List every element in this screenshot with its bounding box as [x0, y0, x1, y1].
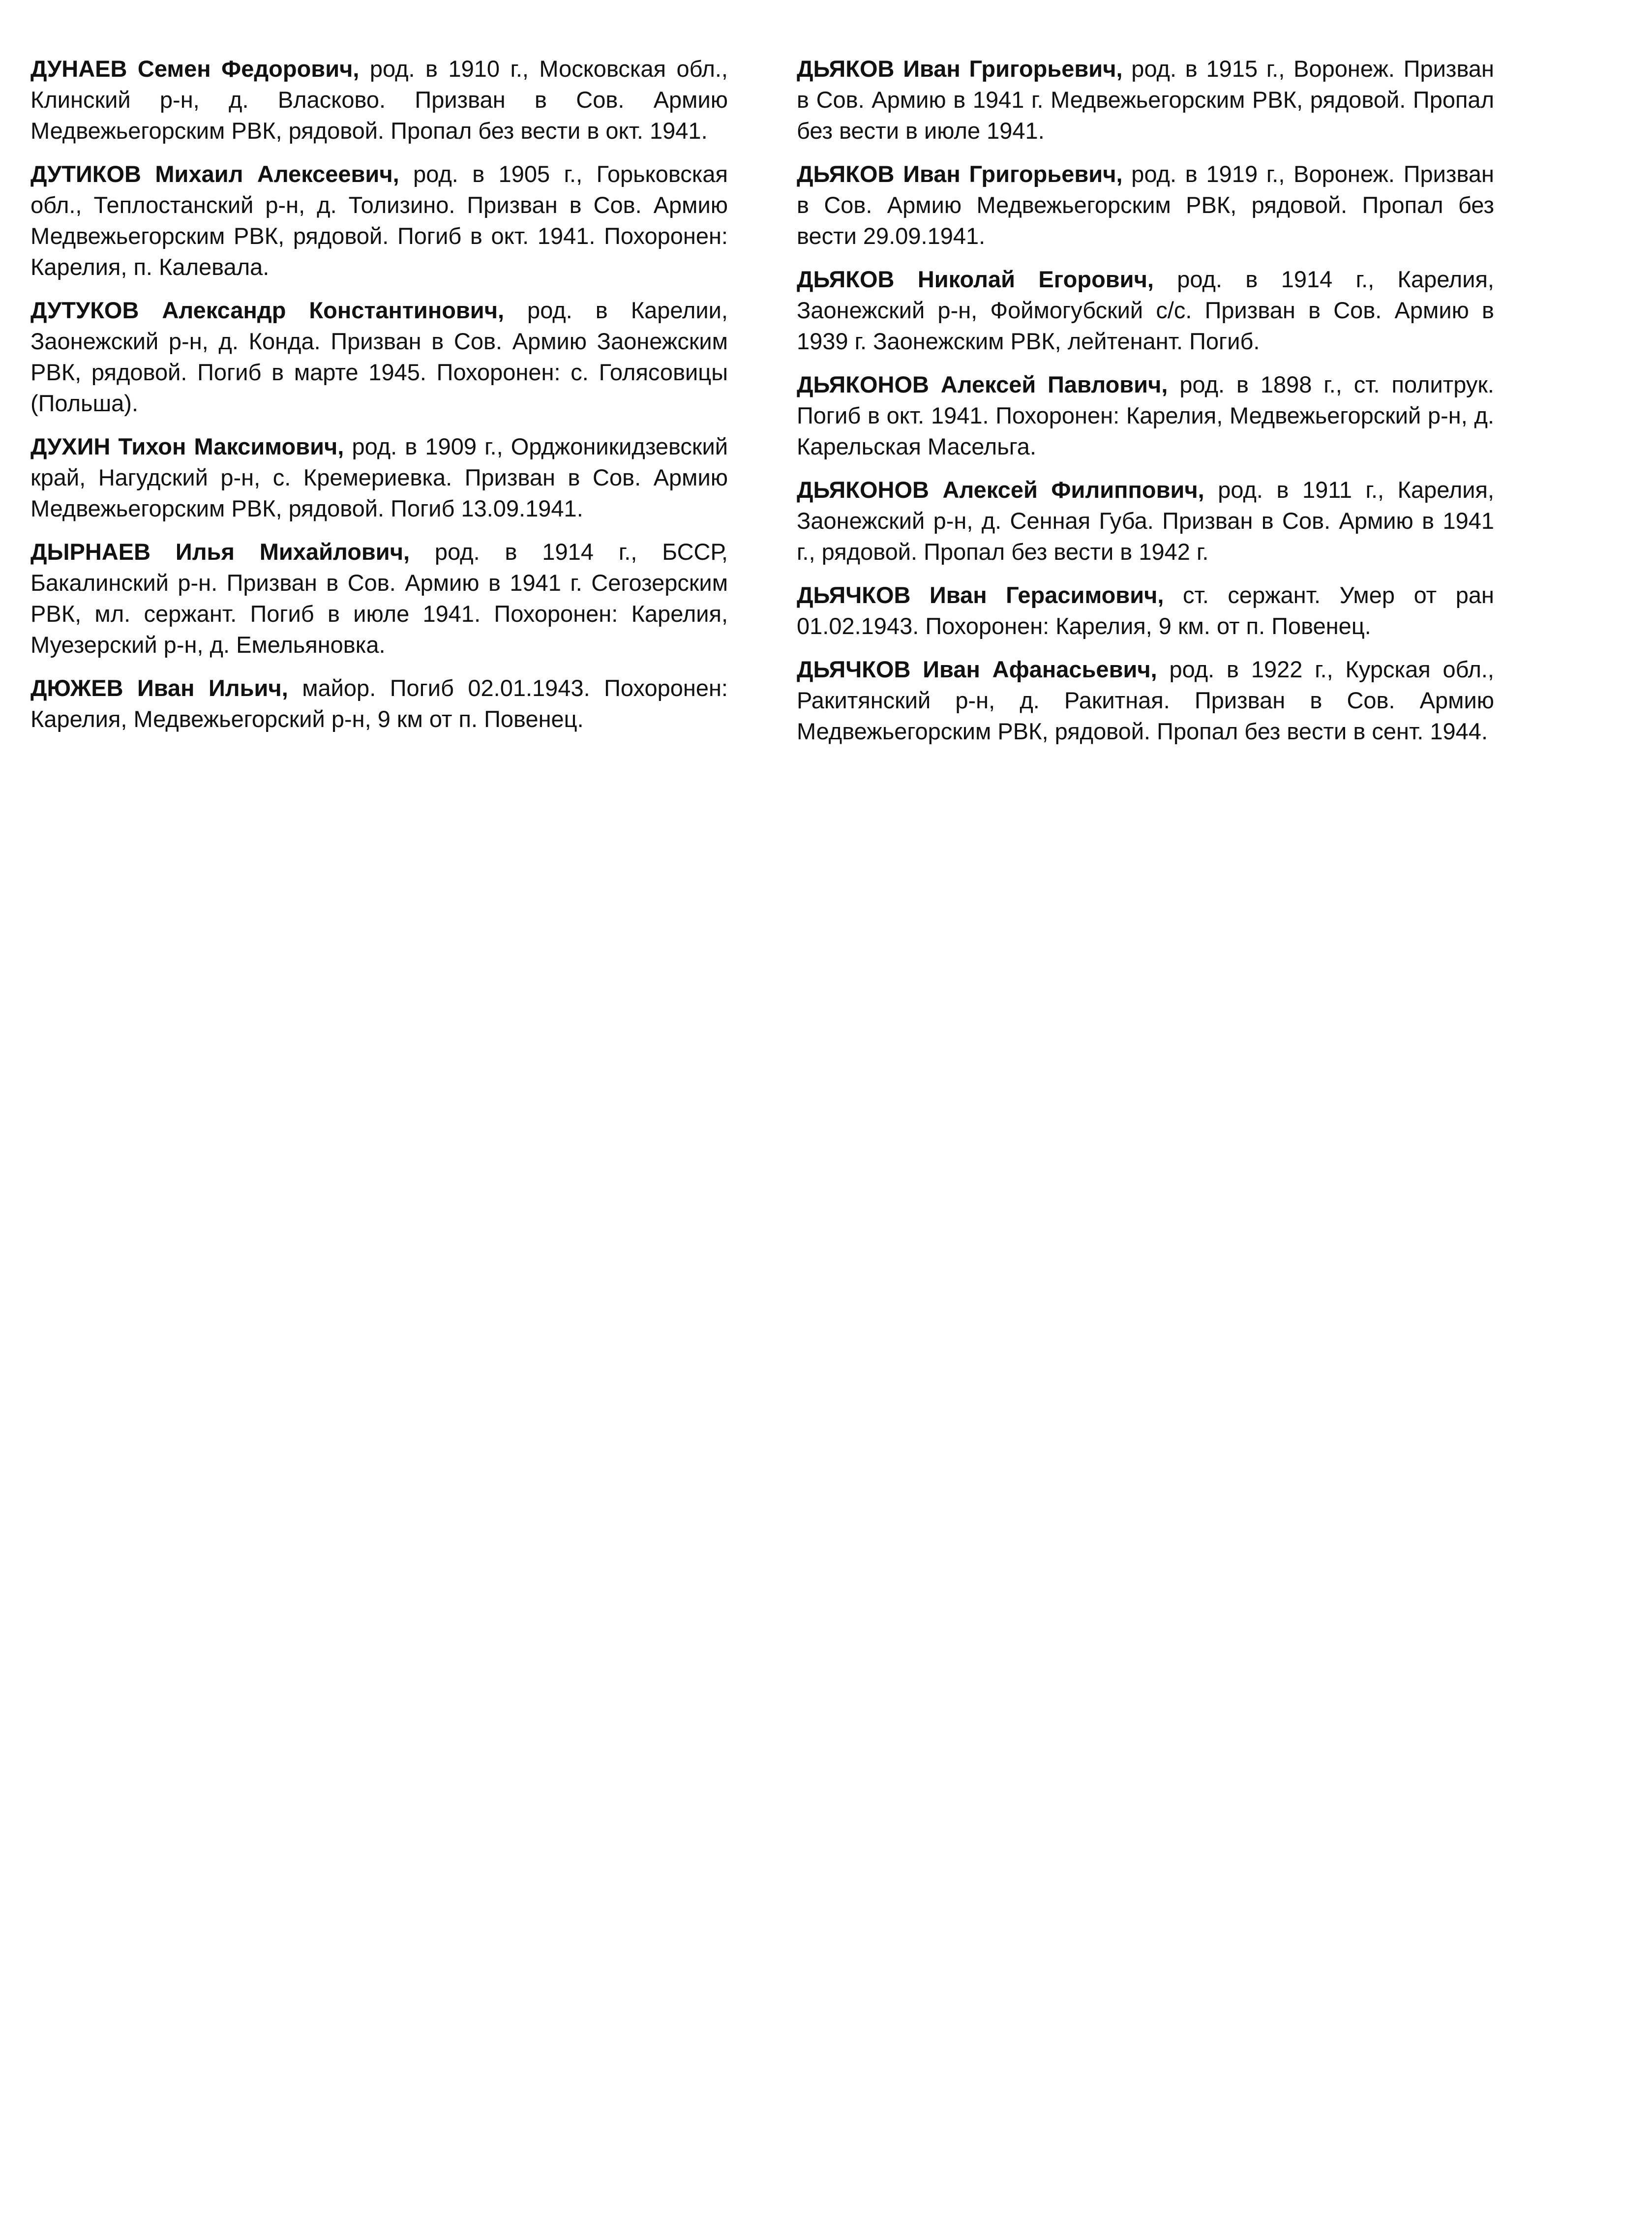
entry-name: ДЬЯКОНОВ Алексей Филиппович,	[797, 477, 1204, 503]
entry-text: майор. Погиб 02.01.1943. Похоронен: Карелия, Медвежьегорский р-н, 9 км от п. Повенец.	[30, 675, 728, 732]
memorial-entry	[797, 654, 1494, 747]
memorial-entry	[797, 369, 1494, 462]
entry-name: ДУТИКОВ Михаил Алексеевич,	[30, 161, 399, 187]
memorial-entry	[30, 672, 728, 734]
memorial-entry	[30, 158, 728, 282]
entry-name: ДЮЖЕВ Иван Ильич,	[30, 675, 288, 701]
entry-text: род. в 1915 г., Воронеж. Призван в Сов. Армию в 1941 г. Медвежьегорским РВК, рядовой. Пропал без вести в июле 1941.	[797, 56, 1494, 144]
entry-name: ДЬЯЧКОВ Иван Герасимович,	[797, 582, 1164, 608]
entry-name: ДУХИН Тихон Максимович,	[30, 433, 344, 459]
entry-name: ДЬЯКОВ Иван Григорьевич,	[797, 56, 1123, 82]
memorial-entry	[797, 264, 1494, 357]
entry-text: род. в 1910 г., Московская обл., Клинский р-н, д. Власково. Призван в Сов. Армию Медвежьегорским РВК, рядовой. Пропал без вести в окт. 1941.	[30, 56, 728, 144]
entry-text: род. в 1898 г., ст. политрук. Погиб в окт. 1941. Похоронен: Карелия, Медвежьегорский р-н, д. Карельская Масельга.	[797, 371, 1494, 459]
memorial-entry	[30, 431, 728, 524]
entry-text: род. в 1914 г., БССР, Бакалинский р-н. Призван в Сов. Армию в 1941 г. Сегозерским РВК, мл. сержант. Погиб в июле 1941. Похоронен: Карелия, Муезерский р-н, д. Емельяновка.	[30, 539, 728, 658]
entry-text: род. в 1909 г., Орджоникидзевский край, Нагудский р-н, с. Кремериевка. Призван в Сов. Армию Медвежьегорским РВК, рядовой. Погиб 13.09.1941.	[30, 433, 728, 521]
memorial-entry	[797, 53, 1494, 146]
entry-name: ДЫРНАЕВ Илья Михайлович,	[30, 539, 410, 565]
memorial-entry	[797, 474, 1494, 567]
right-column	[797, 53, 1494, 759]
memorial-entry	[30, 53, 728, 146]
entry-text: род. в 1914 г., Карелия, Заонежский р-н, Фоймогубский с/с. Призван в Сов. Армию в 1939 г. Заонежским РВК, лейтенант. Погиб.	[797, 266, 1494, 354]
memorial-entry	[30, 536, 728, 660]
entry-name: ДУНАЕВ Семен Федорович,	[30, 56, 360, 82]
left-column	[30, 53, 728, 747]
entry-text: род. в 1919 г., Воронеж. Призван в Сов. Армию Медвежьегорским РВК, рядовой. Пропал без вести 29.09.1941.	[797, 161, 1494, 249]
entry-text: род. в 1905 г., Горьковская обл., Теплостанский р-н, д. Толизино. Призван в Сов. Армию Медвежьегорским РВК, рядовой. Погиб в окт. 1941. Похоронен: Карелия, п. Калевала.	[30, 161, 728, 280]
entry-text: ст. сержант. Умер от ран 01.02.1943. Похоронен: Карелия, 9 км. от п. Повенец.	[797, 582, 1494, 639]
memorial-entry	[797, 158, 1494, 251]
entry-text: род. в Карелии, Заонежский р-н, д. Конда. Призван в Сов. Армию Заонежским РВК, рядовой. Погиб в марте 1945. Похоронен: с. Голясовицы (Польша).	[30, 297, 728, 416]
entry-name: ДЬЯКОНОВ Алексей Павлович,	[797, 371, 1168, 397]
entry-text: род. в 1922 г., Курская обл., Ракитянский р-н, д. Ракитная. Призван в Сов. Армию Медвежьегорским РВК, рядовой. Пропал без вести в сент. 1944.	[797, 656, 1494, 744]
entry-name: ДУТУКОВ Александр Константинович,	[30, 297, 505, 323]
entry-text: род. в 1911 г., Карелия, Заонежский р-н, д. Сенная Губа. Призван в Сов. Армию в 1941 г., рядовой. Пропал без вести в 1942 г.	[797, 477, 1494, 565]
entry-name: ДЬЯКОВ Иван Григорьевич,	[797, 161, 1123, 187]
entry-name: ДЬЯКОВ Николай Егорович,	[797, 266, 1154, 292]
entry-name: ДЬЯЧКОВ Иван Афанасьевич,	[797, 656, 1157, 682]
memorial-entry	[797, 579, 1494, 641]
memorial-entry	[30, 295, 728, 419]
